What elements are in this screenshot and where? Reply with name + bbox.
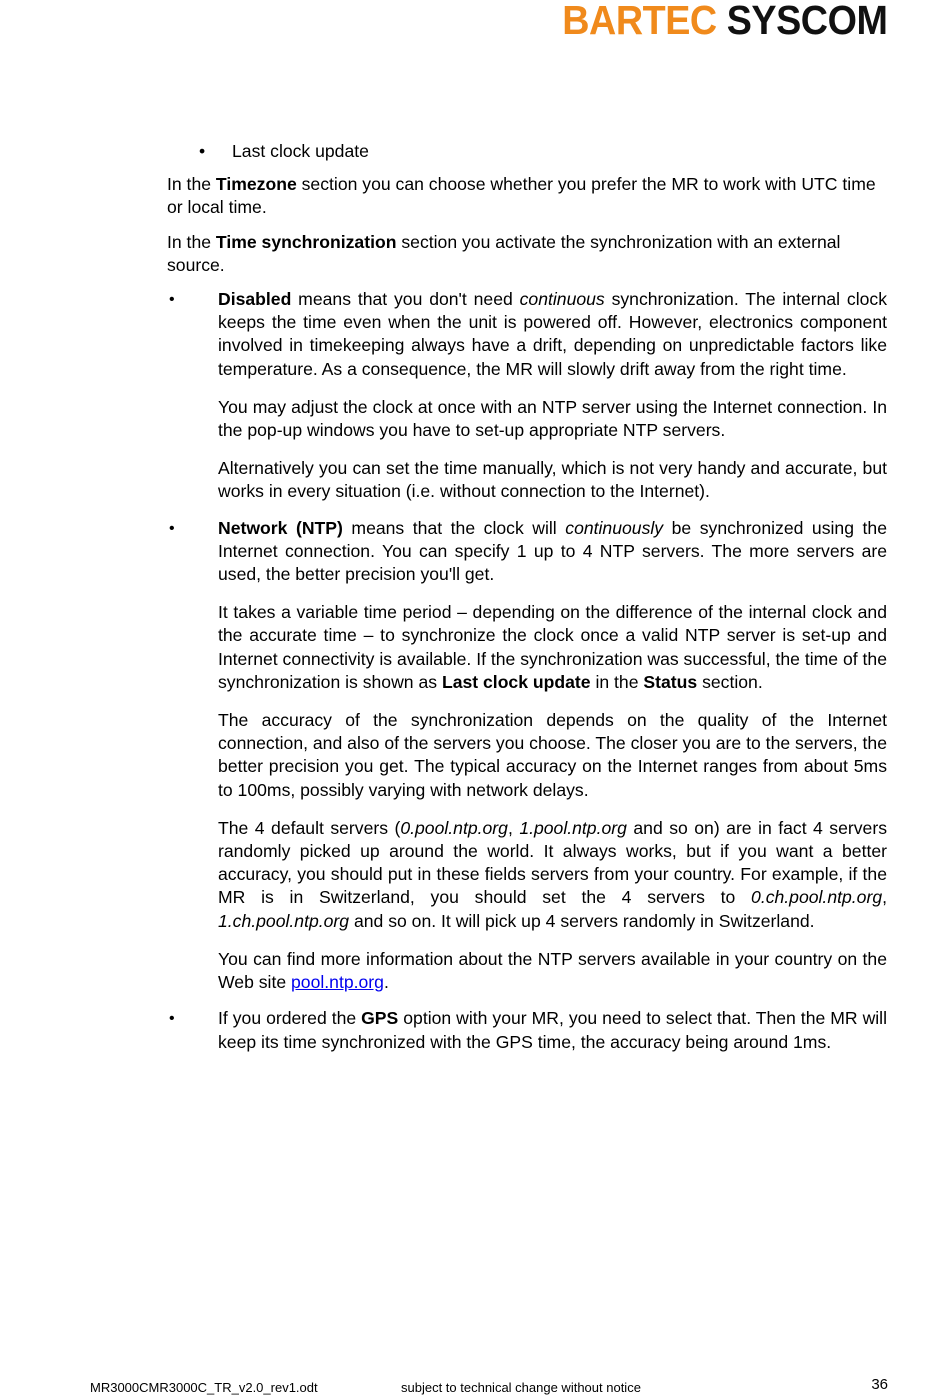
list-item-gps — [167, 1007, 887, 1053]
text-run: option with your MR, you need to select that. Then the MR will keep its time synchronized with the GPS time, the accuracy being around 1ms. — [218, 1008, 887, 1052]
paragraph-default-servers — [218, 817, 887, 933]
text-run: means that the clock will — [342, 517, 566, 538]
text-run: section you can choose whether you prefer the MR to work with UTC time or local time. — [167, 174, 876, 218]
text-run: means that you don't need — [291, 289, 520, 310]
text-run: , — [507, 817, 520, 838]
bullet-marker: • — [169, 1010, 175, 1028]
list-item-text: Last clock update — [232, 141, 369, 161]
italic-server-0: 0.pool.ntp.org — [400, 817, 508, 838]
text-run: The 4 default servers ( — [218, 817, 401, 838]
text-run: in the — [590, 671, 644, 692]
paragraph-time-synchronization — [167, 231, 887, 277]
bold-term-last-clock-update: Last clock update — [441, 671, 591, 692]
text-run: synchronization. The internal clock keeps the time even when the unit is powered off. However, electronics component involved in timekeeping always have a drift, depending on unpredictable factors like temperature. As a consequence, the MR will slowly drift away from the right time. — [218, 289, 887, 379]
paragraph-disabled-intro — [218, 288, 887, 381]
text-run: section you activate the synchronization with an external source. — [167, 231, 841, 275]
text-run: You can find more information about the NTP servers available in your country on the Web site — [218, 948, 887, 993]
paragraph-manual-time: Alternatively you can set the time manually, which is not very handy and accurate, but works in every situation (i.e. without connection to the Internet). — [218, 458, 887, 502]
text-run: and so on. It will pick up 4 servers randomly in Switzerland. — [349, 910, 815, 931]
text-run: It takes a variable time period – depending on the difference of the internal clock and the accurate time – to synchronize the clock once a valid NTP server is set-up and Internet connectivity is available. If the synchronization was successful, the time of the synchronization is shown as — [218, 602, 887, 692]
italic-continuously: continuously — [565, 517, 664, 538]
bold-term-status: Status — [643, 671, 698, 692]
company-logo — [561, 0, 887, 43]
bold-term-disabled: Disabled — [218, 289, 292, 310]
paragraph-timezone — [167, 173, 887, 219]
paragraph-sync-period — [218, 601, 887, 694]
paragraph-more-info — [218, 948, 887, 994]
text-run: If you ordered the — [218, 1008, 362, 1029]
text-run: In the — [167, 231, 216, 252]
bullet-marker: • — [199, 141, 206, 161]
text-run: In the — [167, 174, 216, 195]
text-run: section. — [697, 671, 763, 692]
bold-term-network-ntp: Network (NTP) — [218, 517, 343, 538]
text-run: be synchronized using the Internet connection. You can specify 1 up to 4 NTP servers. The more servers are used, the better precision you'll get. — [218, 517, 887, 585]
footer-filename: MR3000CMR3000C_TR_v2.0_rev1.odt — [90, 1380, 318, 1395]
bold-term-time-synchronization: Time synchronization — [215, 231, 397, 252]
text-run: . — [383, 972, 389, 993]
paragraph-ntp-adjust: You may adjust the clock at once with an NTP server using the Internet connection. In the pop-up windows you have to set-up appropriate NTP servers. — [218, 396, 887, 441]
italic-server-ch-0: 0.ch.pool.ntp.org — [751, 887, 883, 908]
italic-server-1: 1.pool.ntp.org — [519, 817, 627, 838]
italic-server-ch-1: 1.ch.pool.ntp.org — [218, 910, 350, 931]
document-body — [167, 140, 887, 1067]
pool-ntp-link[interactable]: pool.ntp.org — [291, 972, 384, 993]
text-run: and so on) are in fact 4 servers randomly picked up around the world. It always works, but if you want a better accuracy, you should put in these fields servers from your country. For example, if the MR is in Switzerland, you should set the 4 servers to — [218, 817, 887, 908]
paragraph-accuracy: The accuracy of the synchronization depends on the quality of the Internet connection, and also of the servers you choose. The closer you are to the servers, the better precision you get. The typical accuracy on the Internet ranges from about 5ms to 100ms, possibly varying with network delays. — [218, 710, 887, 800]
italic-continuous: continuous — [519, 289, 605, 310]
paragraph-network-intro — [218, 517, 887, 587]
paragraph-gps — [218, 1007, 887, 1053]
list-item-disabled — [167, 288, 887, 504]
page-footer — [0, 1378, 950, 1398]
list-item-last-clock-update — [167, 140, 887, 163]
text-run: , — [882, 887, 887, 908]
bullet-marker: • — [169, 519, 175, 537]
logo-word-bartec: BARTEC — [561, 0, 717, 43]
footer-notice: subject to technical change without notice — [401, 1380, 641, 1395]
bullet-marker: • — [169, 291, 175, 309]
footer-page-number: 36 — [871, 1376, 888, 1393]
bold-term-timezone: Timezone — [215, 174, 297, 195]
bold-term-gps: GPS — [361, 1008, 399, 1029]
list-item-network-ntp — [167, 517, 887, 995]
logo-word-syscom: SYSCOM — [726, 0, 887, 43]
